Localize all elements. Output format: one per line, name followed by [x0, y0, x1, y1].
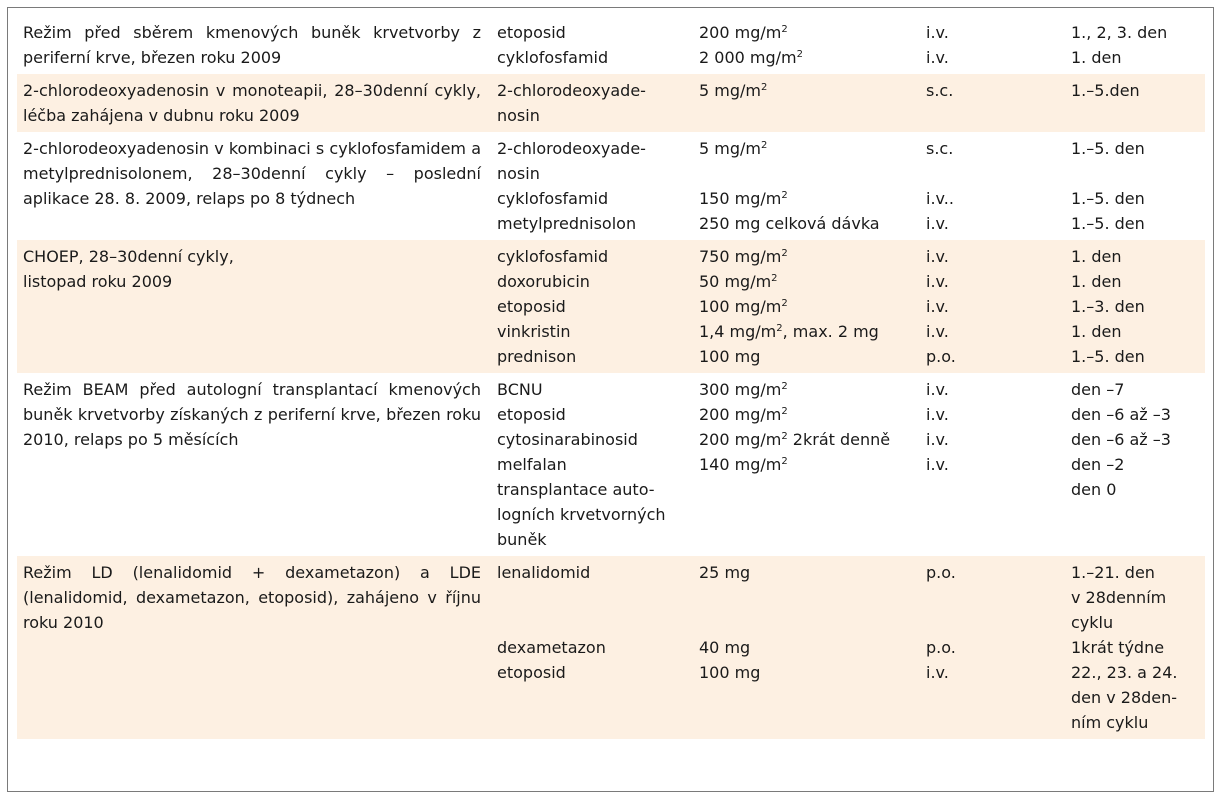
schedule-cell — [1065, 427, 1205, 452]
schedule-cell — [1065, 16, 1205, 45]
regimen-cell — [17, 556, 491, 739]
text-line: 1., 2, 3. den — [1071, 23, 1168, 42]
schedule-cell — [1065, 477, 1205, 556]
route-cell — [920, 660, 1065, 739]
text-line: Režim před sběrem kmenových buněk krvetvorby z periferní krve, březen roku 2009 — [23, 23, 481, 67]
route-cell — [920, 452, 1065, 477]
drug-name-cell — [491, 211, 693, 240]
route-cell — [920, 373, 1065, 402]
text-line: cyklu — [1071, 613, 1114, 632]
route-text: i.v. — [926, 297, 949, 316]
text-line: den –6 až –3 — [1071, 405, 1171, 424]
dose-cell — [693, 452, 920, 477]
regimen-cell — [17, 240, 491, 373]
route-text: p.o. — [926, 638, 956, 657]
route-cell — [920, 344, 1065, 373]
drug-name-cell — [491, 402, 693, 427]
text-line: melfalan — [497, 455, 567, 474]
text-line: etoposid — [497, 23, 566, 42]
route-text: i.v. — [926, 214, 949, 233]
schedule-cell — [1065, 319, 1205, 344]
text-line: 1.–21. den — [1071, 563, 1155, 582]
route-cell — [920, 556, 1065, 635]
text-line: etoposid — [497, 405, 566, 424]
dose-text: 300 $mg/m^2$ — [699, 380, 788, 399]
text-line: den –2 — [1071, 455, 1125, 474]
text-line: Režim LD (lenalidomid + dexametazon) a LDE (lenalidomid, dexametazon, etoposid), zahájeno v říjnu roku 2010 — [23, 563, 481, 632]
schedule-cell — [1065, 660, 1205, 739]
dose-text: 2 000 $mg/m^2$ — [699, 48, 803, 67]
drug-name-cell — [491, 269, 693, 294]
dose-text: 100 mg — [699, 347, 761, 366]
text-line: 1.–5.den — [1071, 81, 1140, 100]
route-text: i.v. — [926, 455, 949, 474]
dose-cell — [693, 74, 920, 132]
dose-cell — [693, 16, 920, 45]
dose-text: 40 mg — [699, 638, 751, 657]
dose-cell — [693, 556, 920, 635]
schedule-cell — [1065, 452, 1205, 477]
drug-name-cell — [491, 635, 693, 660]
dose-cell — [693, 373, 920, 402]
text-line: metylprednisolon — [497, 214, 637, 233]
dose-cell — [693, 211, 920, 240]
route-cell — [920, 269, 1065, 294]
schedule-cell — [1065, 132, 1205, 186]
drug-name-cell — [491, 373, 693, 402]
dose-cell — [693, 240, 920, 269]
schedule-cell — [1065, 74, 1205, 132]
dose-cell — [693, 635, 920, 660]
drug-name-cell — [491, 132, 693, 186]
schedule-cell — [1065, 373, 1205, 402]
text-line: 1.–5. den — [1071, 214, 1145, 233]
schedule-cell — [1065, 45, 1205, 74]
route-text: i.v. — [926, 405, 949, 424]
dose-cell — [693, 294, 920, 319]
text-line: 1.–3. den — [1071, 297, 1145, 316]
route-cell — [920, 294, 1065, 319]
schedule-cell — [1065, 240, 1205, 269]
dose-cell — [693, 45, 920, 74]
route-cell — [920, 186, 1065, 211]
drug-name-cell — [491, 294, 693, 319]
text-line: lenalidomid — [497, 563, 591, 582]
schedule-cell — [1065, 186, 1205, 211]
text-line: doxorubicin — [497, 272, 590, 291]
route-cell — [920, 132, 1065, 186]
route-text: i.v. — [926, 23, 949, 42]
drug-name-cell — [491, 344, 693, 373]
text-line: den 0 — [1071, 480, 1117, 499]
dose-text: 140 $mg/m^2$ — [699, 455, 788, 474]
route-cell — [920, 635, 1065, 660]
route-text: i.v. — [926, 247, 949, 266]
dose-text: 100 mg — [699, 663, 761, 682]
text-line: nosin — [497, 106, 540, 125]
text-line: 1. den — [1071, 272, 1122, 291]
text-line: 1.–5. den — [1071, 139, 1145, 158]
dose-text: 50 $mg/m^2$ — [699, 272, 778, 291]
text-line: 1. den — [1071, 48, 1122, 67]
dose-text: 250 mg celková dávka — [699, 214, 880, 233]
schedule-cell — [1065, 269, 1205, 294]
text-line: 2-chlorodeoxyade- — [497, 139, 646, 158]
text-line: listopad roku 2009 — [23, 272, 173, 291]
dose-cell — [693, 344, 920, 373]
schedule-cell — [1065, 635, 1205, 660]
regimen-cell — [17, 373, 491, 556]
dose-text: 200 $mg/m^2$ 2krát denně — [699, 430, 891, 449]
text-line: v 28denním — [1071, 588, 1167, 607]
route-cell — [920, 74, 1065, 132]
text-line: 2-chlorodeoxyade- — [497, 81, 646, 100]
text-line: buněk — [497, 530, 547, 549]
table-row — [17, 556, 1205, 635]
table-row — [17, 373, 1205, 402]
route-cell — [920, 211, 1065, 240]
dose-cell — [693, 427, 920, 452]
schedule-cell — [1065, 211, 1205, 240]
dose-text: 5 $mg/m^2$ — [699, 81, 768, 100]
table-body — [17, 16, 1205, 739]
route-cell — [920, 402, 1065, 427]
text-line: 1krát týdne — [1071, 638, 1165, 657]
text-line: den v 28den- — [1071, 688, 1178, 707]
table-row — [17, 16, 1205, 45]
route-text: i.v. — [926, 663, 949, 682]
drug-name-cell — [491, 186, 693, 211]
schedule-cell — [1065, 344, 1205, 373]
text-line: CHOEP, 28–30denní cykly, — [23, 247, 234, 266]
dose-text: 1,4 $mg/m^2$, max. 2 mg — [699, 322, 879, 341]
dose-cell — [693, 269, 920, 294]
dose-text: 200 $mg/m^2$ — [699, 23, 788, 42]
drug-name-cell — [491, 556, 693, 635]
route-text: p.o. — [926, 563, 956, 582]
text-line: cyklofosfamid — [497, 48, 609, 67]
text-line: cytosinarabinosid — [497, 430, 638, 449]
text-line: Režim BEAM před autologní transplantací kmenových buněk krvetvorby získaných z periferní krve, březen roku 2010, relaps po 5 měsících — [23, 380, 481, 449]
dose-cell — [693, 660, 920, 739]
text-line: dexametazon — [497, 638, 606, 657]
text-line: 1.–5. den — [1071, 347, 1145, 366]
route-text: i.v. — [926, 322, 949, 341]
route-text: i.v. — [926, 380, 949, 399]
schedule-cell — [1065, 402, 1205, 427]
dose-text: 200 $mg/m^2$ — [699, 405, 788, 424]
table-row — [17, 132, 1205, 186]
route-cell — [920, 319, 1065, 344]
drug-name-cell — [491, 452, 693, 477]
text-line: prednison — [497, 347, 577, 366]
text-line: ním cyklu — [1071, 713, 1149, 732]
drug-name-cell — [491, 240, 693, 269]
drug-name-cell — [491, 427, 693, 452]
route-cell — [920, 427, 1065, 452]
drug-name-cell — [491, 45, 693, 74]
text-line: vinkristin — [497, 322, 571, 341]
drug-name-cell — [491, 16, 693, 45]
route-text: i.v. — [926, 430, 949, 449]
text-line: BCNU — [497, 380, 543, 399]
text-line: logních krvetvorných — [497, 505, 666, 524]
dose-text: 750 $mg/m^2$ — [699, 247, 788, 266]
table-row — [17, 240, 1205, 269]
route-text: s.c. — [926, 81, 954, 100]
drug-name-cell — [491, 74, 693, 132]
drug-name-cell — [491, 319, 693, 344]
table-frame — [7, 7, 1214, 792]
route-text: i.v. — [926, 272, 949, 291]
regimen-cell — [17, 16, 491, 74]
text-line: etoposid — [497, 663, 566, 682]
text-line: 1. den — [1071, 322, 1122, 341]
dose-cell — [693, 477, 920, 556]
text-line: cyklofosfamid — [497, 189, 609, 208]
route-cell — [920, 240, 1065, 269]
text-line: den –7 — [1071, 380, 1125, 399]
regimen-cell — [17, 74, 491, 132]
text-line: cyklofosfamid — [497, 247, 609, 266]
table-row — [17, 74, 1205, 132]
treatment-regimen-table — [17, 16, 1205, 739]
dose-cell — [693, 319, 920, 344]
route-text: i.v.. — [926, 189, 954, 208]
dose-text: 150 $mg/m^2$ — [699, 189, 788, 208]
text-line: etoposid — [497, 297, 566, 316]
schedule-cell — [1065, 294, 1205, 319]
dose-text: 25 mg — [699, 563, 751, 582]
dose-cell — [693, 132, 920, 186]
text-line: 22., 23. a 24. — [1071, 663, 1178, 682]
route-text: p.o. — [926, 347, 956, 366]
text-line: 1.–5. den — [1071, 189, 1145, 208]
dose-text: 5 $mg/m^2$ — [699, 139, 768, 158]
route-text: i.v. — [926, 48, 949, 67]
text-line: nosin — [497, 164, 540, 183]
route-text: s.c. — [926, 139, 954, 158]
regimen-cell — [17, 132, 491, 240]
route-cell — [920, 16, 1065, 45]
dose-text: 100 $mg/m^2$ — [699, 297, 788, 316]
route-cell — [920, 45, 1065, 74]
dose-cell — [693, 402, 920, 427]
text-line: den –6 až –3 — [1071, 430, 1171, 449]
schedule-cell — [1065, 556, 1205, 635]
text-line: 2-chlorodeoxyadenosin v kombinaci s cyklofosfamidem a metylprednisolonem, 28–30denní cykly – poslední aplikace 28. 8. 2009, relaps po 8 týdnech — [23, 139, 481, 208]
route-cell — [920, 477, 1065, 556]
drug-name-cell — [491, 477, 693, 556]
drug-name-cell — [491, 660, 693, 739]
text-line: 2-chlorodeoxyadenosin v monoteapii, 28–30denní cykly, léčba zahájena v dubnu roku 2009 — [23, 81, 481, 125]
dose-cell — [693, 186, 920, 211]
text-line: transplantace auto- — [497, 480, 655, 499]
text-line: 1. den — [1071, 247, 1122, 266]
